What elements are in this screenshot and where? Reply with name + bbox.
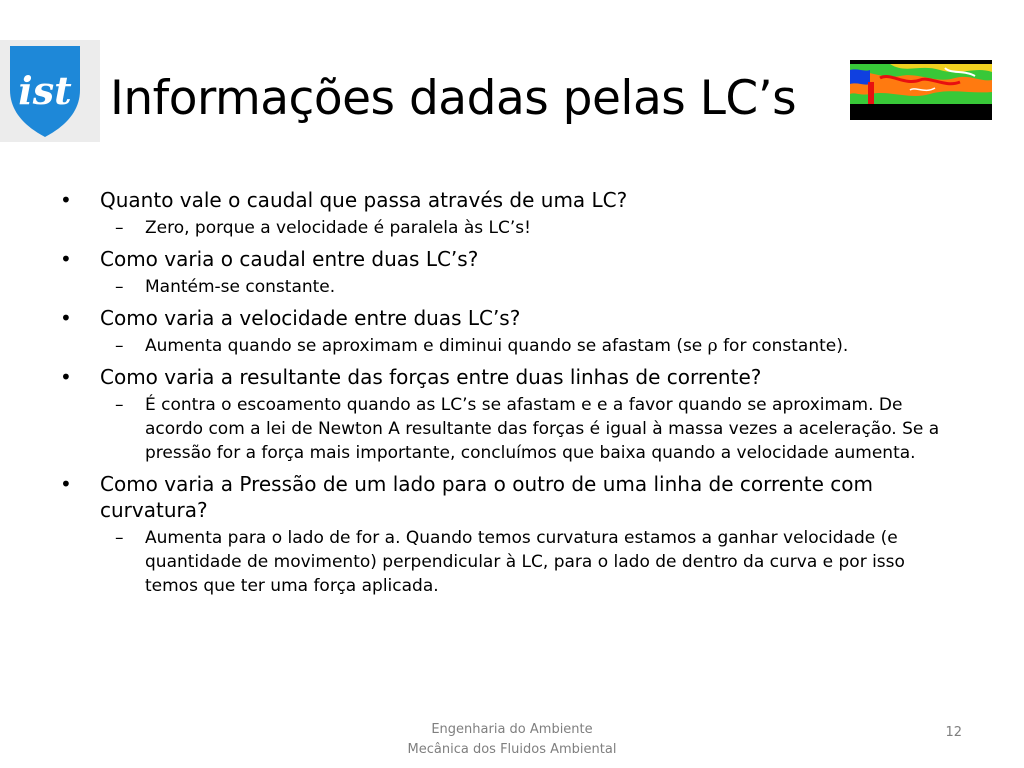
sub-bullet-text <box>145 336 848 356</box>
bullet-text: Como varia o caudal entre duas LC’s? <box>100 247 479 271</box>
page-number: 12 <box>945 725 962 740</box>
bullet-item <box>60 471 960 523</box>
sub-bullet-item <box>60 526 960 598</box>
bullet-text: Quanto vale o caudal que passa através de uma LC? <box>100 188 628 212</box>
bullet-text: Como varia a velocidade entre duas LC’s? <box>100 306 521 330</box>
flow-simulation-image <box>850 60 992 120</box>
bullet-item <box>60 246 960 272</box>
bullet-item <box>60 305 960 331</box>
sub-bullet-item <box>60 275 960 299</box>
slide-title: Informações dadas pelas LC’s <box>110 71 797 126</box>
bullet-item <box>60 187 960 213</box>
sub-bullet-item <box>60 216 960 240</box>
bullet-icon: • <box>60 472 72 496</box>
dash-icon: – <box>115 218 124 238</box>
sub-bullet-text: Mantém-se constante. <box>145 277 336 297</box>
bullet-list <box>60 181 960 598</box>
sub-bullet-text-part: for constante). <box>717 336 849 356</box>
sub-bullet-text: Zero, porque a velocidade é paralela às LC’s! <box>145 218 531 238</box>
sub-bullet-text: É contra o escoamento quando as LC’s se afastam e e a favor quando se aproximam. De acordo com a lei de Newton A resultante das forças é igual à massa vezes a aceleração. Se a pressão for a força mais importante, concluímos que baixa quando a velocidade aumenta. <box>145 395 940 463</box>
dash-icon: – <box>115 277 124 297</box>
bullet-icon: • <box>60 247 72 271</box>
bullet-text: Como varia a resultante das forças entre duas linhas de corrente? <box>100 365 762 389</box>
footer-line-1: Engenharia do Ambiente <box>431 722 593 737</box>
bullet-item <box>60 364 960 390</box>
dash-icon: – <box>115 528 124 548</box>
ist-logo <box>0 40 100 142</box>
sub-bullet-text: Aumenta para o lado de for a. Quando temos curvatura estamos a ganhar velocidade (e quantidade de movimento) perpendicular à LC, para o lado de dentro da curva e por isso temos que ter uma força aplicada. <box>145 528 905 596</box>
sub-bullet-item <box>60 393 960 465</box>
bullet-icon: • <box>60 306 72 330</box>
rho-symbol: ρ <box>707 336 718 356</box>
bullet-icon: • <box>60 188 72 212</box>
footer-line-2: Mecânica dos Fluidos Ambiental <box>407 742 617 757</box>
sub-bullet-text-part: Aumenta quando se aproximam e diminui quando se afastam (se <box>145 336 708 356</box>
svg-text:ist: ist <box>18 68 72 113</box>
bullet-icon: • <box>60 365 72 389</box>
dash-icon: – <box>115 336 124 356</box>
sub-bullet-item <box>60 334 960 358</box>
dash-icon: – <box>115 395 124 415</box>
bullet-text: Como varia a Pressão de um lado para o outro de uma linha de corrente com curvatura? <box>100 472 873 522</box>
footer <box>0 720 1024 760</box>
